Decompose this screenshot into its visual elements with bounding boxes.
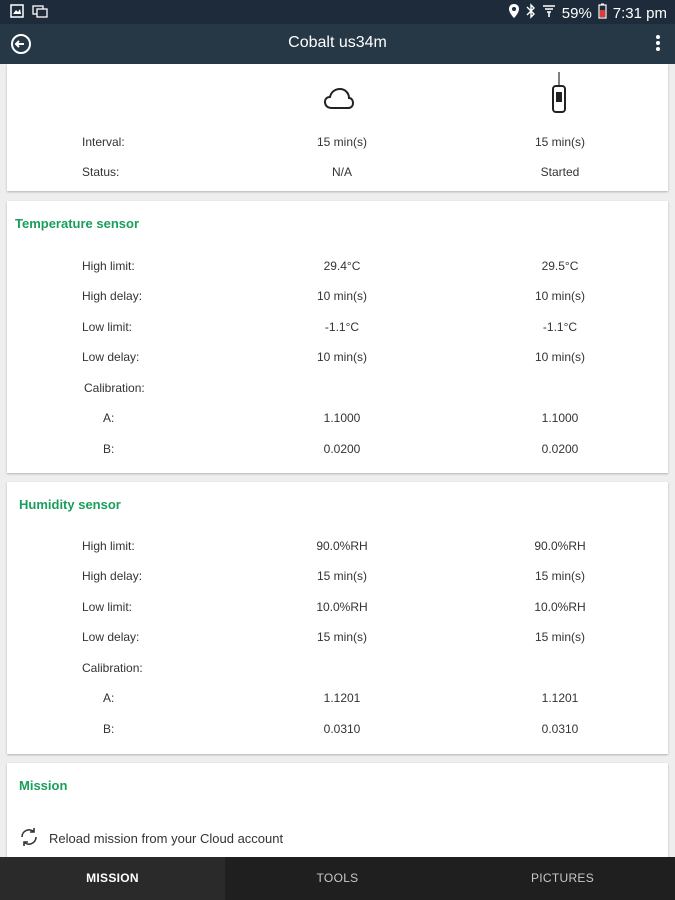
table-row: B: 0.0200 0.0200 [103, 442, 579, 456]
reload-mission-label: Reload mission from your Cloud account [49, 831, 284, 846]
reload-mission-button[interactable] [19, 827, 283, 850]
bluetooth-icon [526, 3, 536, 23]
battery-icon [598, 3, 607, 23]
table-row: A: 1.1201 1.1201 [103, 691, 579, 705]
summary-card [7, 64, 668, 191]
table-row: A: 1.1000 1.1000 [103, 411, 579, 425]
table-row: Low delay: 15 min(s) 15 min(s) [82, 630, 585, 644]
status-bar [0, 0, 675, 24]
table-row: High limit: 29.4°C 29.5°C [82, 259, 579, 273]
summary-row: Interval: 15 min(s) 15 min(s) [82, 135, 585, 149]
summary-row: Status: N/A Started [82, 165, 580, 179]
tab-pictures[interactable]: PICTURES [530, 871, 595, 885]
table-row: Calibration: [84, 381, 145, 395]
cloud-icon [324, 88, 354, 115]
section-title: Humidity sensor [19, 497, 121, 512]
table-row: High delay: 10 min(s) 10 min(s) [82, 289, 585, 303]
location-icon [508, 3, 520, 23]
table-row: High delay: 15 min(s) 15 min(s) [82, 569, 585, 583]
scroll-content[interactable] [0, 64, 675, 857]
battery-percentage: 59% [561, 4, 592, 22]
table-row: Low limit: -1.1°C -1.1°C [82, 320, 578, 334]
table-row: Low delay: 10 min(s) 10 min(s) [82, 350, 585, 364]
wifi-icon [542, 3, 556, 23]
table-row: Low limit: 10.0%RH 10.0%RH [82, 600, 586, 614]
more-options-icon[interactable] [655, 34, 661, 57]
mission-card [7, 763, 668, 857]
humidity-card [7, 482, 668, 754]
table-row: High limit: 90.0%RH 90.0%RH [82, 539, 586, 553]
temperature-card [7, 201, 668, 473]
gallery-notification-icon [10, 4, 24, 22]
section-title: Mission [19, 778, 68, 793]
tab-mission[interactable]: MISSION [0, 857, 225, 900]
tab-tools[interactable]: TOOLS [316, 871, 359, 885]
table-row: B: 0.0310 0.0310 [103, 722, 579, 736]
device-icon [552, 72, 566, 119]
page-title: Cobalt us34m [288, 34, 387, 51]
table-row: Calibration: [82, 661, 143, 675]
app-bar [0, 24, 675, 64]
bottom-navigation [0, 857, 675, 900]
section-title: Temperature sensor [15, 216, 140, 231]
refresh-icon [19, 827, 39, 850]
message-notification-icon [32, 4, 48, 22]
clock: 7:31 pm [612, 4, 667, 22]
